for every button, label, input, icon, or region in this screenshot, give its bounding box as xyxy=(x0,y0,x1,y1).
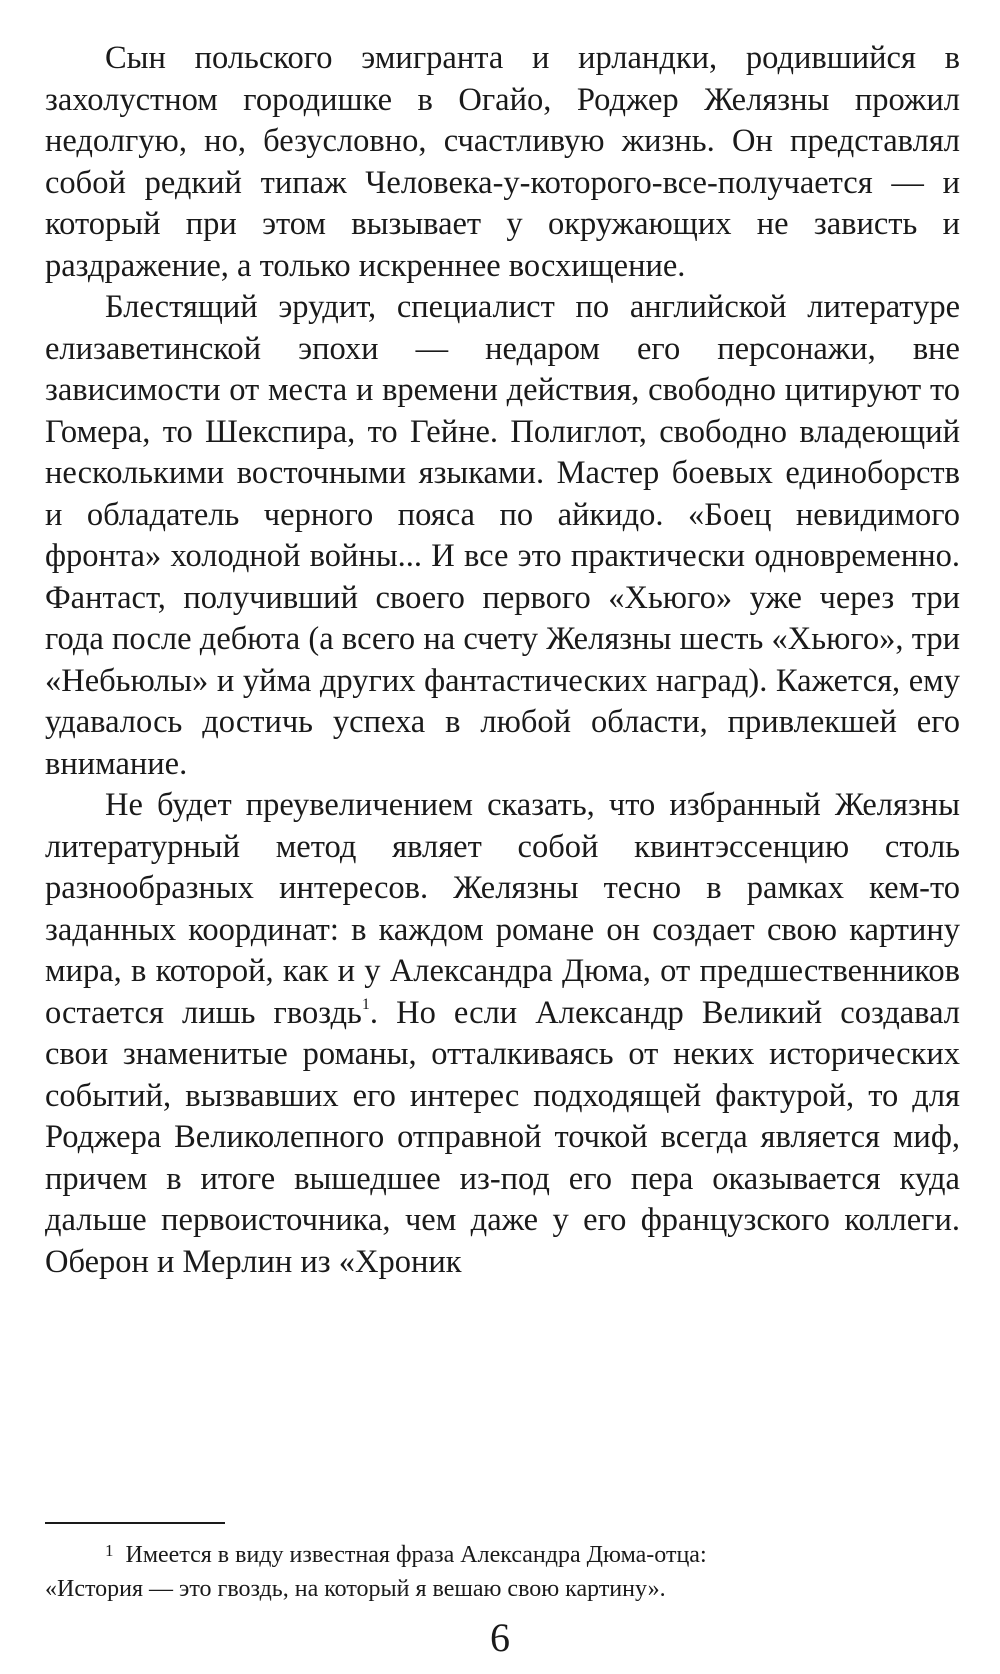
paragraph-3-text-a: Не будет преувеличением сказать, что избранный Желязны литературный метод являет собой квинтэссенцию столь разнообразных интересов. Желязны тесно в рамках кем-то заданных координат: в каждом романе он создает свою картину мира, в которой, как и у Александра Дюма, от предшественников остается лишь гвоздь xyxy=(45,787,960,1031)
footnote-text-1: Имеется в виду известная фраза Александра Дюма-отца: xyxy=(125,1542,707,1568)
footnote xyxy=(45,1534,960,1606)
page-body xyxy=(45,38,960,1283)
footnote-divider xyxy=(45,1522,225,1524)
footnote-reference[interactable]: 1 xyxy=(361,995,370,1013)
page-number: 6 xyxy=(490,1615,510,1660)
paragraph-1: Сын польского эмигранта и ирландки, родившийся в захолустном городишке в Огайо, Роджер Желязны прожил недолгую, но, безусловно, счастливую жизнь. Он представлял собой редкий типаж Человека-у-которого-все-получается — и который при этом вызывает у окружающих не зависть и раздражение, а только искреннее восхищение. xyxy=(45,40,960,284)
footnote-marker: 1 xyxy=(105,1541,114,1560)
paragraph-3 xyxy=(45,785,960,1283)
footnote-text-2: «История — это гвоздь, на который я вешаю свою картину». xyxy=(45,1576,666,1602)
paragraph-2: Блестящий эрудит, специалист по английской литературе елизаветинской эпохи — недаром его персонажи, вне зависимости от места и времени действия, свободно цитируют то Гомера, то Шекспира, то Гейне. Полиглот, свободно владеющий несколькими восточными языками. Мастер боевых единоборств и обладатель черного пояса по айкидо. «Боец невидимого фронта» холодной войны... И все это практически одновременно. Фантаст, получивший своего первого «Хьюго» уже через три года после дебюта (а всего на счету Желязны шесть «Хьюго», три «Небьюлы» и уйма других фантастических наград). Кажется, ему удавалось достичь успеха в любой области, привлекшей его внимание. xyxy=(45,289,960,782)
paragraph-3-text-b: . Но если Александр Великий создавал свои знаменитые романы, отталкиваясь от неких исторических событий, вызвавших его интерес подходящей фактурой, то для Роджера Великолепного отправной точкой всегда является миф, причем в итоге вышедшее из-под его пера оказывается куда дальше первоисточника, чем даже у его французского коллеги. Оберон и Мерлин из «Хроник xyxy=(45,994,960,1280)
footnote-line-1 xyxy=(45,1534,960,1572)
